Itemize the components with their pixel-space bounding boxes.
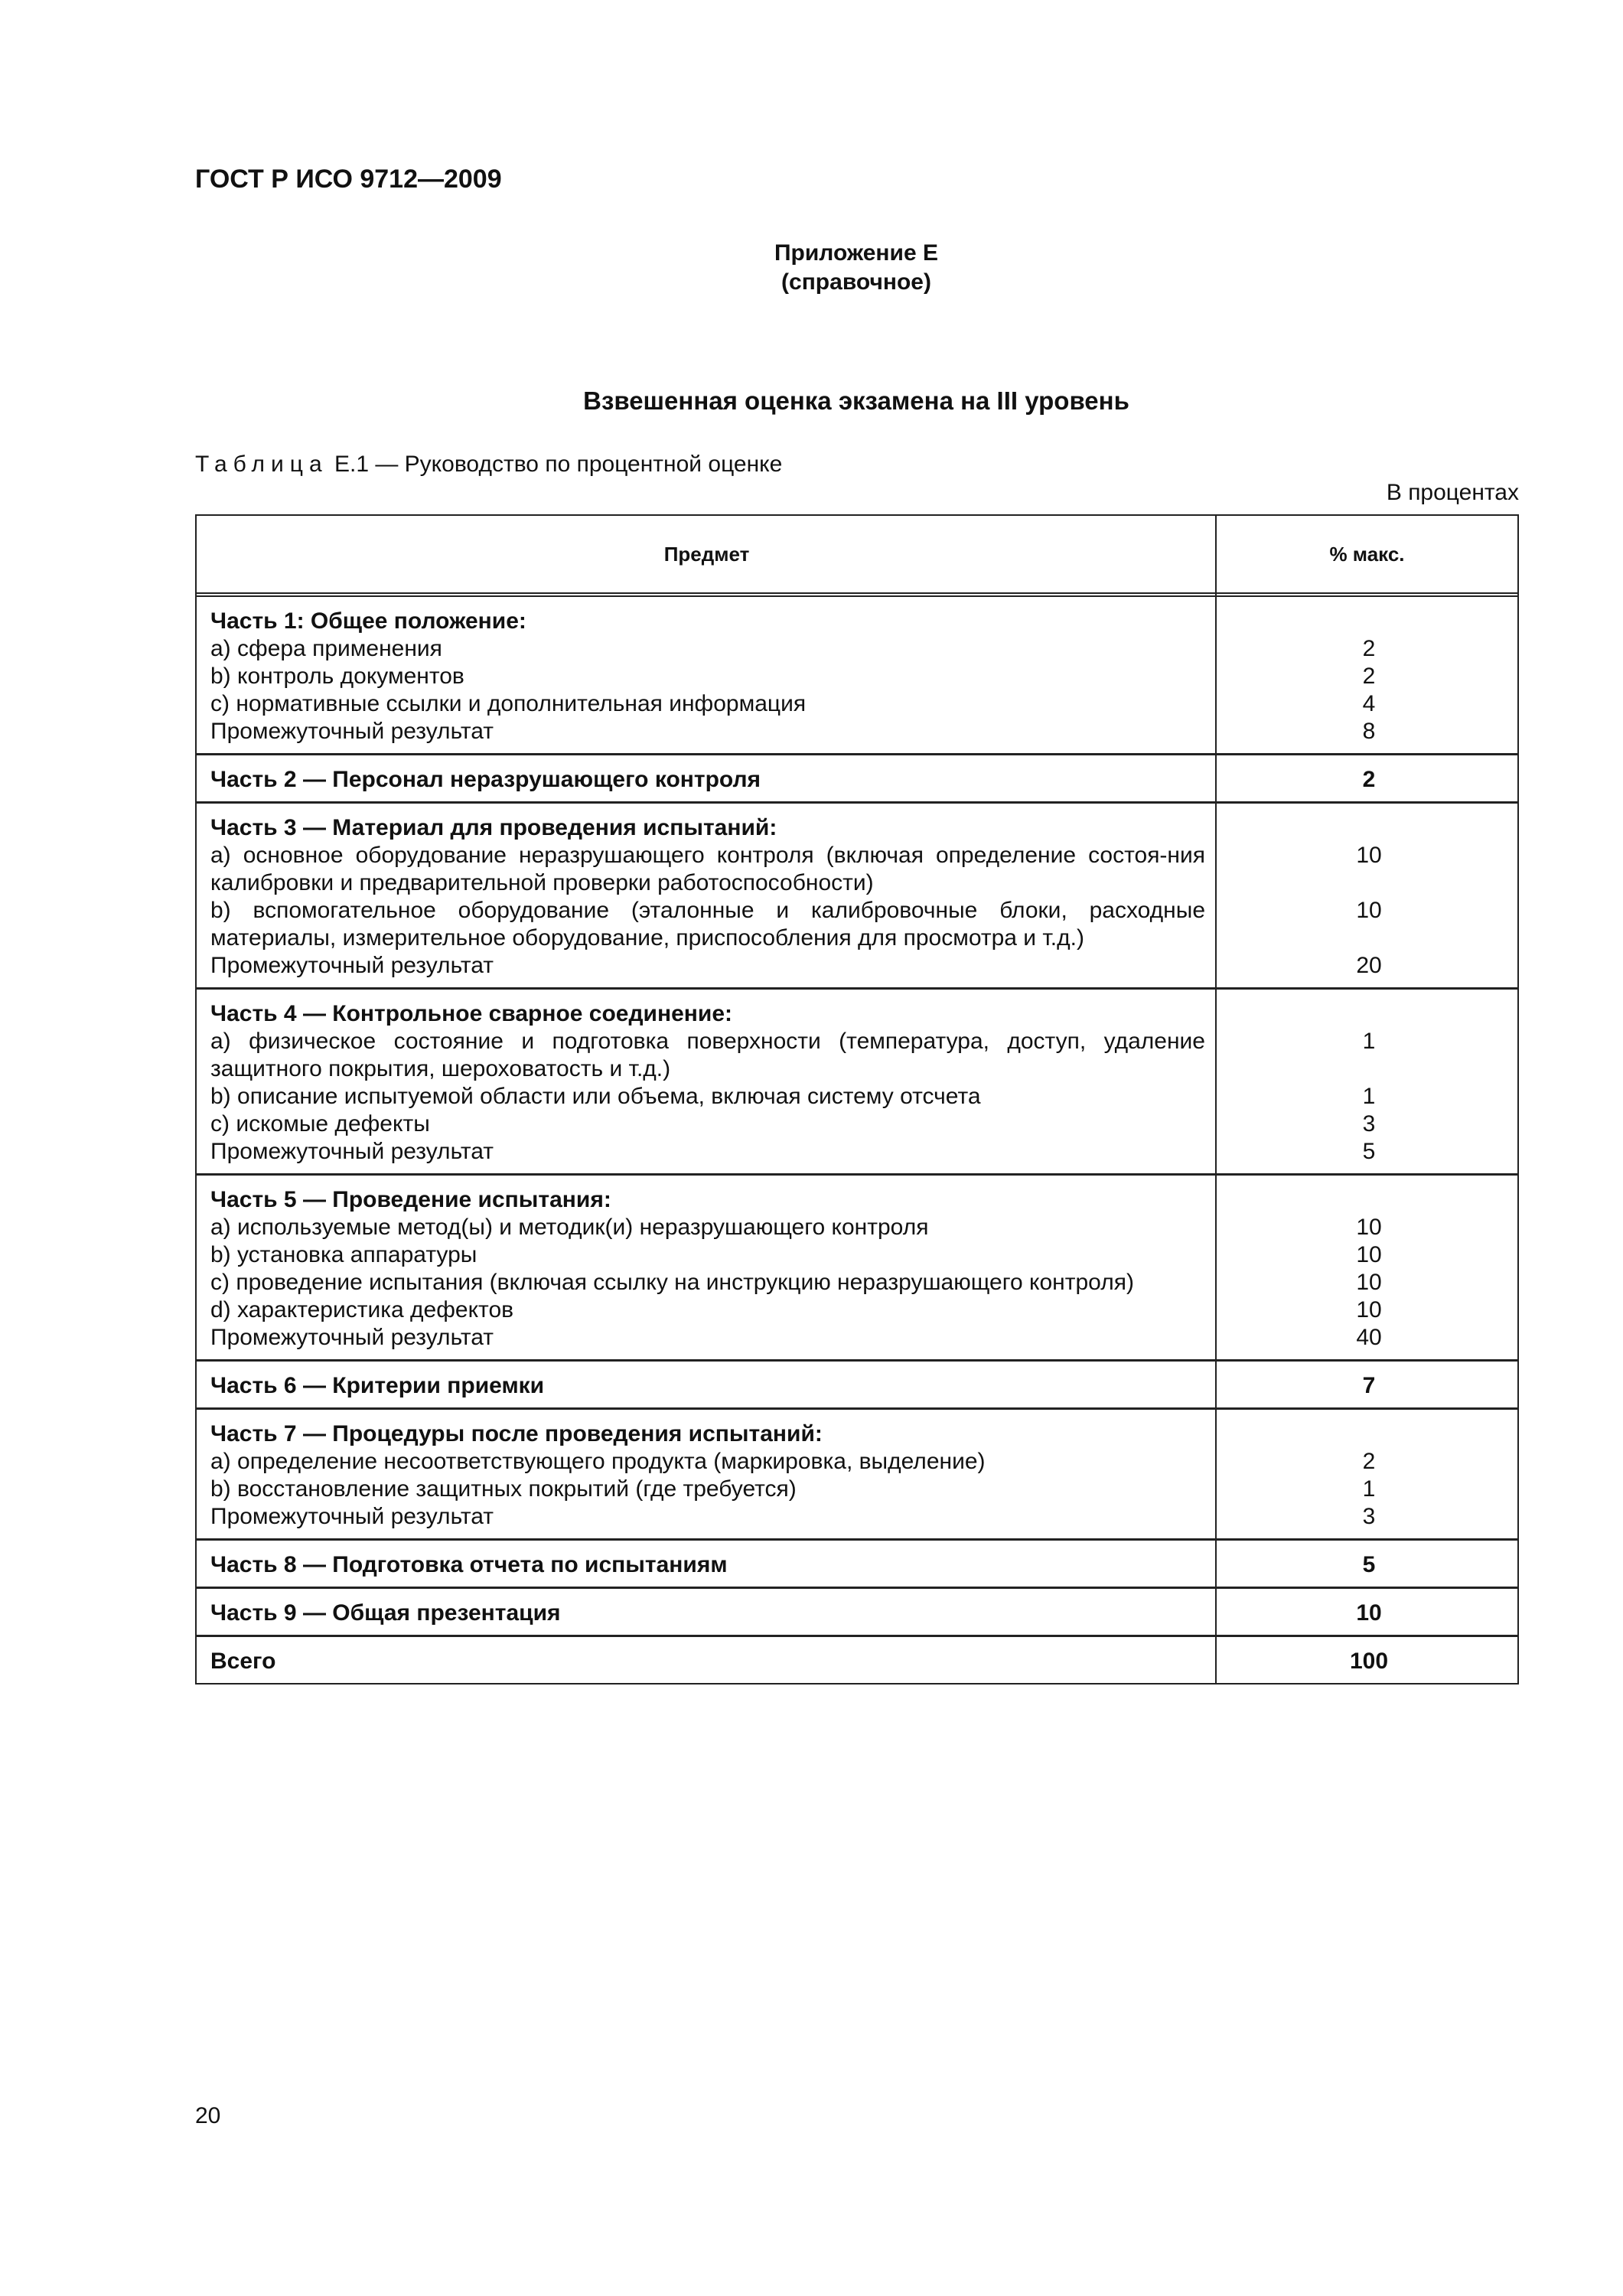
- table-row: [197, 635, 1517, 663]
- row-label: Часть 8 — Подготовка отчета по испытаниям: [210, 1552, 728, 1577]
- row-value: 10: [1356, 1270, 1382, 1295]
- row-value: 10: [1356, 1600, 1382, 1626]
- table-row: [197, 608, 1517, 635]
- table-row: [197, 690, 1517, 718]
- table-group: [197, 1589, 1517, 1637]
- row-label: a) используемые метод(ы) и методик(и) неразрушающего контроля: [210, 1215, 929, 1240]
- row-value: 10: [1356, 1297, 1382, 1322]
- table-header: [197, 516, 1517, 597]
- column-header-max-percent: % макс.: [1329, 542, 1405, 566]
- row-value: 2: [1362, 636, 1376, 661]
- row-label: Промежуточный результат: [210, 1504, 494, 1529]
- row-value: 3: [1362, 1504, 1376, 1529]
- row-label: Часть 9 — Общая презентация: [210, 1600, 561, 1626]
- table-row: [197, 1503, 1517, 1531]
- table-row: [197, 1551, 1517, 1579]
- table-row: [197, 663, 1517, 690]
- row-value: 100: [1349, 1649, 1389, 1674]
- table-row: [197, 952, 1517, 980]
- row-label: b) установка аппаратуры: [210, 1242, 477, 1267]
- row-label: c) искомые дефекты: [210, 1111, 430, 1137]
- row-value: 3: [1362, 1111, 1376, 1137]
- standard-designation: ГОСТ Р ИСО 9712—2009: [195, 165, 502, 194]
- table-row: [197, 1110, 1517, 1138]
- row-label: a) физическое состояние и подготовка поверхности (температура, доступ, удаление защитного покрытия, шероховатость и т.д.): [210, 1029, 1205, 1081]
- row-value: 2: [1362, 664, 1376, 689]
- row-value: 2: [1362, 767, 1376, 792]
- table-caption: [195, 452, 782, 478]
- row-label: Всего: [210, 1649, 276, 1674]
- annex-type: (справочное): [781, 269, 931, 295]
- row-label: Часть 4 — Контрольное сварное соединение:: [210, 1001, 733, 1026]
- table-row: [197, 842, 1517, 897]
- row-label: c) нормативные ссылки и дополнительная информация: [210, 691, 807, 716]
- row-value: 20: [1356, 953, 1382, 978]
- row-label: b) восстановление защитных покрытий (где требуется): [210, 1476, 797, 1502]
- table-row: [197, 1186, 1517, 1214]
- table-row: [197, 1028, 1517, 1083]
- table-group: [197, 755, 1517, 804]
- table-caption-prefix: Таблица: [195, 452, 328, 477]
- row-value: 8: [1362, 719, 1376, 744]
- row-value: 5: [1362, 1139, 1376, 1164]
- page-number: 20: [195, 2103, 221, 2128]
- row-value: 10: [1356, 898, 1382, 923]
- table-row: [197, 1214, 1517, 1241]
- row-label: Часть 1: Общее положение:: [210, 608, 526, 634]
- row-label: b) описание испытуемой области или объема, включая систему отсчета: [210, 1084, 981, 1109]
- table-row: [197, 1372, 1517, 1400]
- table-row: [197, 1448, 1517, 1476]
- column-divider: [1215, 516, 1217, 1683]
- table-group: [197, 1410, 1517, 1541]
- table-caption-text: Е.1 — Руководство по процентной оценке: [328, 452, 783, 477]
- row-value: 10: [1356, 1242, 1382, 1267]
- row-label: b) вспомогательное оборудование (эталонные и калибровочные блоки, расходные материалы, измерительное оборудование, приспособления для просмотра и т.д.): [210, 898, 1205, 951]
- row-label: a) определение несоответствующего продукта (маркировка, выделение): [210, 1449, 986, 1474]
- row-label: Часть 3 — Материал для проведения испытаний:: [210, 815, 777, 840]
- row-label: a) основное оборудование неразрушающего контроля (включая определение состоя-ния калибровки и предварительной проверки работоспособности): [210, 843, 1205, 895]
- row-label: Промежуточный результат: [210, 719, 494, 744]
- row-value: 4: [1362, 691, 1376, 716]
- annex-heading: [0, 239, 1623, 297]
- table-group: [197, 990, 1517, 1176]
- table-units: В процентах: [1386, 480, 1519, 505]
- row-label: Часть 6 — Критерии приемки: [210, 1373, 545, 1398]
- row-label: b) контроль документов: [210, 664, 464, 689]
- table-row: [197, 1269, 1517, 1296]
- table-row: [197, 1083, 1517, 1110]
- row-value: 10: [1356, 843, 1382, 868]
- table-row: [197, 897, 1517, 952]
- table-group: [197, 1637, 1517, 1683]
- row-label: Часть 7 — Процедуры после проведения испытаний:: [210, 1421, 823, 1446]
- table-row: [197, 814, 1517, 842]
- row-value: 40: [1356, 1325, 1382, 1350]
- row-label: Промежуточный результат: [210, 953, 494, 978]
- row-value: 2: [1362, 1449, 1376, 1474]
- row-label: Часть 5 — Проведение испытания:: [210, 1187, 611, 1212]
- table-row: [197, 1648, 1517, 1675]
- row-label: Промежуточный результат: [210, 1325, 494, 1350]
- table-row: [197, 1296, 1517, 1324]
- table-group: [197, 804, 1517, 990]
- table-row: [197, 1600, 1517, 1627]
- row-value: 10: [1356, 1215, 1382, 1240]
- row-value: 5: [1362, 1552, 1376, 1577]
- row-label: d) характеристика дефектов: [210, 1297, 514, 1322]
- table-body: [197, 597, 1517, 1683]
- row-label: a) сфера применения: [210, 636, 442, 661]
- section-title: Взвешенная оценка экзамена на III уровень: [583, 386, 1129, 415]
- table-row: [197, 1420, 1517, 1448]
- row-value: 7: [1362, 1373, 1376, 1398]
- column-header-subject: Предмет: [663, 542, 750, 566]
- table-row: [197, 1324, 1517, 1352]
- row-label: c) проведение испытания (включая ссылку на инструкцию неразрушающего контроля): [210, 1270, 1134, 1295]
- table-group: [197, 1541, 1517, 1589]
- row-label: Часть 2 — Персонал неразрушающего контроля: [210, 767, 761, 792]
- table-row: [197, 718, 1517, 745]
- score-table: [195, 514, 1519, 1684]
- table-group: [197, 1362, 1517, 1410]
- table-row: [197, 1000, 1517, 1028]
- row-value: 1: [1362, 1084, 1376, 1109]
- table-group: [197, 597, 1517, 755]
- table-row: [197, 1241, 1517, 1269]
- row-label: Промежуточный результат: [210, 1139, 494, 1164]
- table-row: [197, 766, 1517, 794]
- row-value: 1: [1362, 1476, 1376, 1502]
- row-value: 1: [1362, 1029, 1376, 1054]
- table-row: [197, 1476, 1517, 1503]
- annex-title: Приложение Е: [774, 240, 939, 266]
- table-row: [197, 1138, 1517, 1166]
- table-group: [197, 1176, 1517, 1362]
